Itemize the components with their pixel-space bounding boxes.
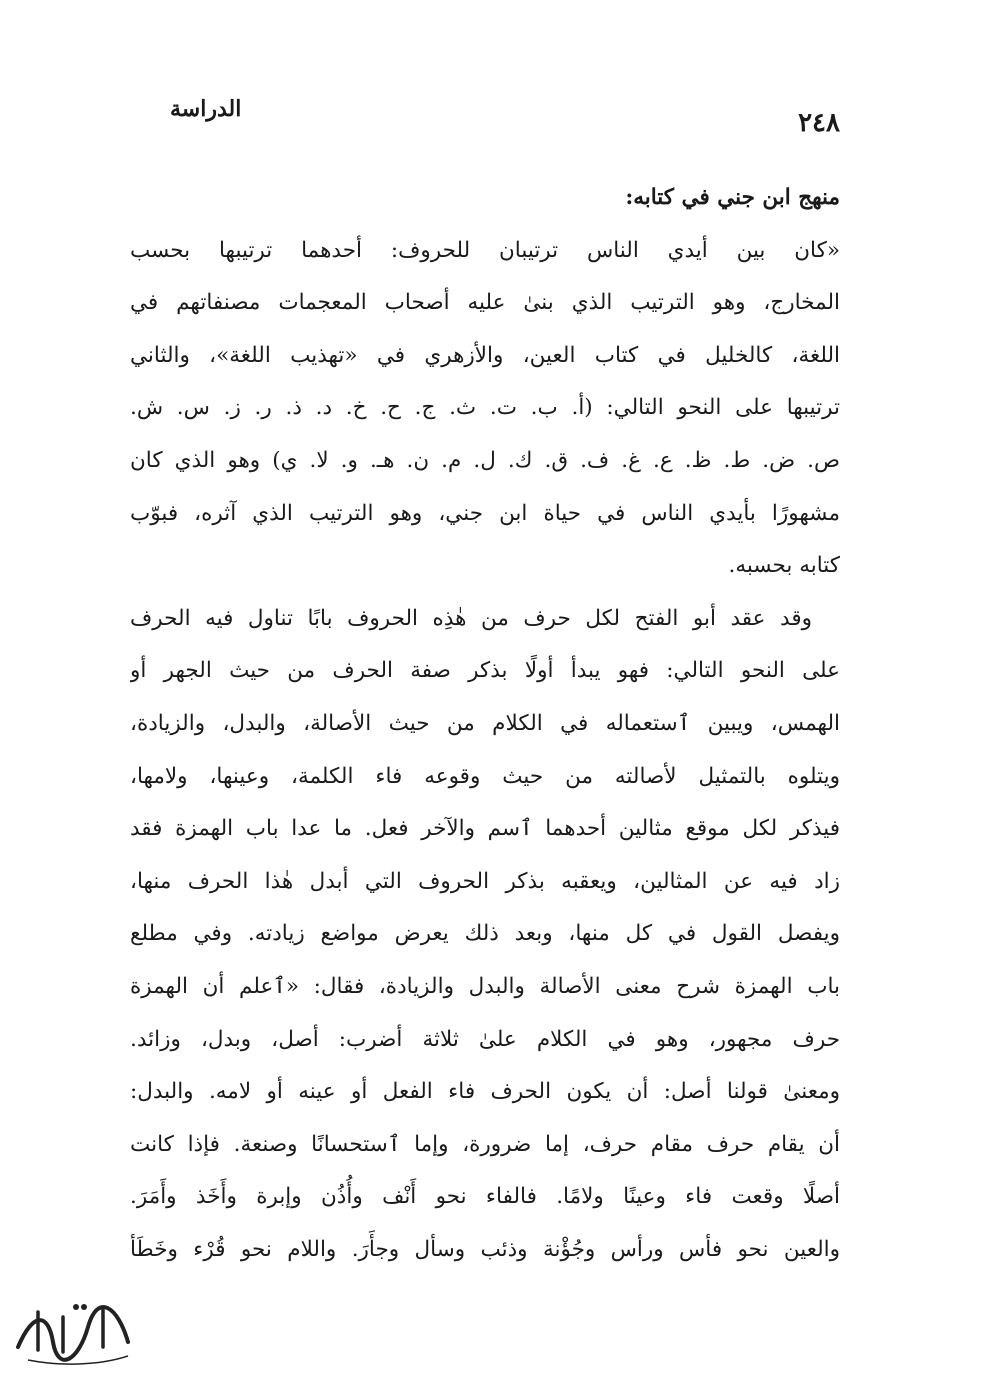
section-heading: منهج ابن جني في كتابه: xyxy=(625,185,840,210)
paragraph-2-line: الهمس، ويبين ٱستعماله في الكلام من حيث الأصالة، والبدل، والزيادة، xyxy=(130,710,840,736)
paragraph-2-line: أن يقام حرف مقام حرف، إما ضرورة، وإما ٱستحسانًا وصنعة. فإذا كانت xyxy=(130,1131,840,1157)
body-text xyxy=(130,172,840,1276)
paragraph-1-line: المخارج، وهو الترتيب الذي بنىٰ عليه أصحاب المعجمات مصنفاتهم في xyxy=(130,290,840,316)
paragraph-2-line: على النحو التالي: فهو يبدأ أولًا بذكر صفة الحرف من حيث الجهر أو xyxy=(130,658,840,684)
page-header xyxy=(130,88,840,138)
paragraph-2-line: ويتلوه بالتمثيل لأصالته من حيث وقوعه فاء الكلمة، وعينها، ولامها، xyxy=(130,763,840,789)
paragraph-1-line: «كان بين أيدي الناس ترتيبان للحروف: أحدهما ترتيبها بحسب xyxy=(130,237,840,263)
paragraph-2-line: باب الهمزة شرح معنى الأصالة والبدل والزيادة، فقال: «ٱعلم أن الهمزة xyxy=(130,973,840,999)
paragraph-1-line: ترتيبها على النحو التالي: (أ. ب. ت. ث. ج. ح. خ. د. ذ. ر. ز. س. ش. xyxy=(130,395,840,421)
running-title: الدراسة xyxy=(170,96,242,122)
publisher-logo xyxy=(8,1292,138,1372)
paragraph-1-line: اللغة، كالخليل في كتاب العين، والأزهري في «تهذيب اللغة»، والثاني xyxy=(130,342,840,368)
paragraph-2-line: والعين نحو فأس ورأس وجُؤْنة وذئب وسأل وجأَرَ. واللام نحو قُرْء وخَطَأ xyxy=(130,1236,840,1262)
paragraph-2-line: حرف مجهور، وهو في الكلام علىٰ ثلاثة أضرب: أصل، وبدل، وزائد. xyxy=(130,1026,840,1052)
paragraph-2-line: وقد عقد أبو الفتح لكل حرف من هٰذِه الحروف بابًا تناول فيه الحرف xyxy=(130,605,812,631)
paragraph-2-line: زاد فيه عن المثالين، ويعقبه بذكر الحروف التي أبدل هٰذا الحرف منها، xyxy=(130,868,840,894)
paragraph-2-line: فيذكر لكل موقع مثالين أحدهما ٱسم والآخر فعل. ما عدا باب الهمزة فقد xyxy=(130,816,840,842)
paragraph-1-line: ص. ض. ط. ظ. ع. غ. ف. ق. ك. ل. م. ن. هـ. و. لا. ي) وهو الذي كان xyxy=(130,447,840,473)
paragraph-2-line: ويفصل القول في كل منها، وبعد ذلك يعرض مواضع زيادته. وفي مطلع xyxy=(130,921,840,947)
paragraph-2-line: ومعنىٰ قولنا أصل: أن يكون الحرف فاء الفعل أو عينه أو لامه. والبدل: xyxy=(130,1079,840,1105)
paragraph-1-line: مشهورًا بأيدي الناس في حياة ابن جني، وهو الترتيب الذي آثره، فبوّب xyxy=(130,500,840,526)
page-number: ٢٤٨ xyxy=(798,108,840,138)
paragraph-2-line: أصلًا وقعت فاء وعينًا ولامًا. فالفاء نحو أَنْف وأُذُن وإبرة وأَخَذ وأَمَرَ. xyxy=(130,1184,840,1210)
paragraph-1-line: كتابه بحسبه. xyxy=(728,553,840,579)
